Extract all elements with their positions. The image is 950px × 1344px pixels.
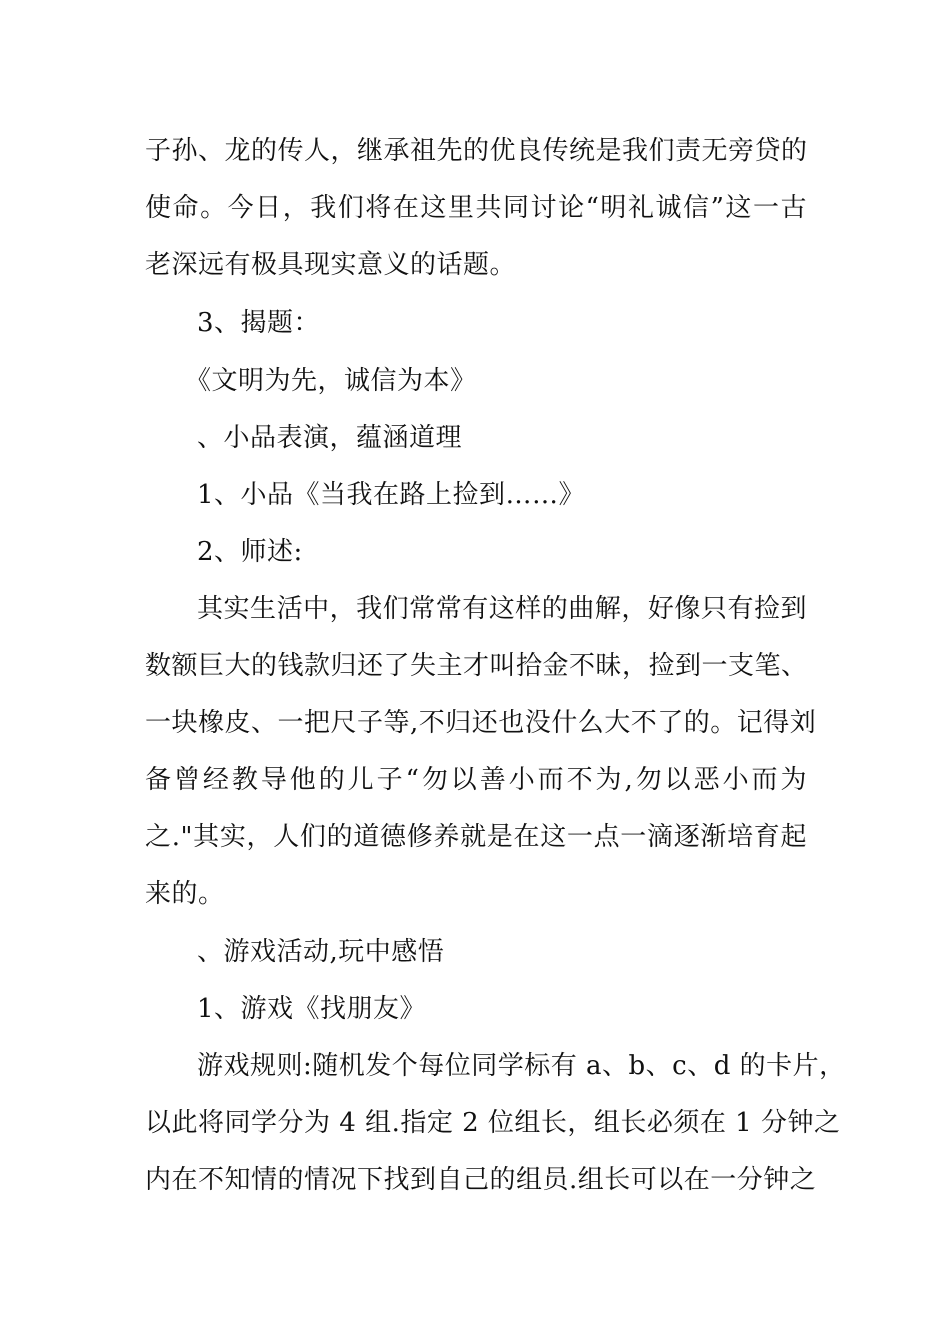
text-line: 其实生活中，我们常常有这样的曲解，好像只有捡到	[197, 594, 807, 624]
paragraph-intro	[145, 123, 807, 294]
list-item-game	[145, 981, 807, 1038]
paragraph-narration	[145, 581, 817, 923]
text-line: 使命。今日，我们将在这里共同讨论“明礼诚信”这一古	[145, 193, 807, 223]
text-line: 1、小品《当我在路上捡到……》	[197, 480, 586, 510]
paragraph-game-rules	[145, 1038, 846, 1209]
text-line: 子孙、龙的传人，继承祖先的优良传统是我们责无旁贷的	[145, 136, 808, 166]
section-heading-skit	[145, 410, 807, 467]
text-line: 以此将同学分为 4 组.指定 2 位组长，组长必须在 1 分钟之	[145, 1108, 841, 1138]
text-line: 数额巨大的钱款归还了失主才叫拾金不昧，捡到一支笔、	[145, 651, 808, 681]
text-line: 3、揭题：	[197, 308, 321, 338]
text-line: 备曾经教导他的儿子“勿以善小而不为,勿以恶小而为	[145, 765, 807, 795]
list-item-teacher-narration	[145, 524, 807, 581]
text-line: 《文明为先，诚信为本》	[185, 366, 477, 396]
text-line: 1、游戏《找朋友》	[197, 994, 427, 1024]
list-item-skit	[145, 467, 807, 524]
text-line: 、小品表演，蕴涵道理	[197, 423, 463, 453]
text-line: 老深远有极具现实意义的话题。	[145, 250, 517, 280]
text-line: 、游戏活动,玩中感悟	[197, 937, 445, 967]
text-line: 2、师述:	[197, 537, 303, 567]
text-line: 之."其实，人们的道德修养就是在这一点一滴逐渐培育起	[145, 822, 807, 852]
text-line: 来的。	[145, 879, 225, 909]
section-heading-game	[145, 924, 807, 981]
text-line: 一块橡皮、一把尺子等,不归还也没什么大不了的。记得刘	[145, 708, 817, 738]
text-line: 游戏规则:随机发个每位同学标有 a、b、c、d 的卡片，	[197, 1051, 846, 1081]
text-line: 内在不知情的情况下找到自己的组员.组长可以在一分钟之	[145, 1165, 817, 1195]
heading-reveal-topic	[145, 295, 807, 352]
topic-title	[145, 353, 807, 410]
